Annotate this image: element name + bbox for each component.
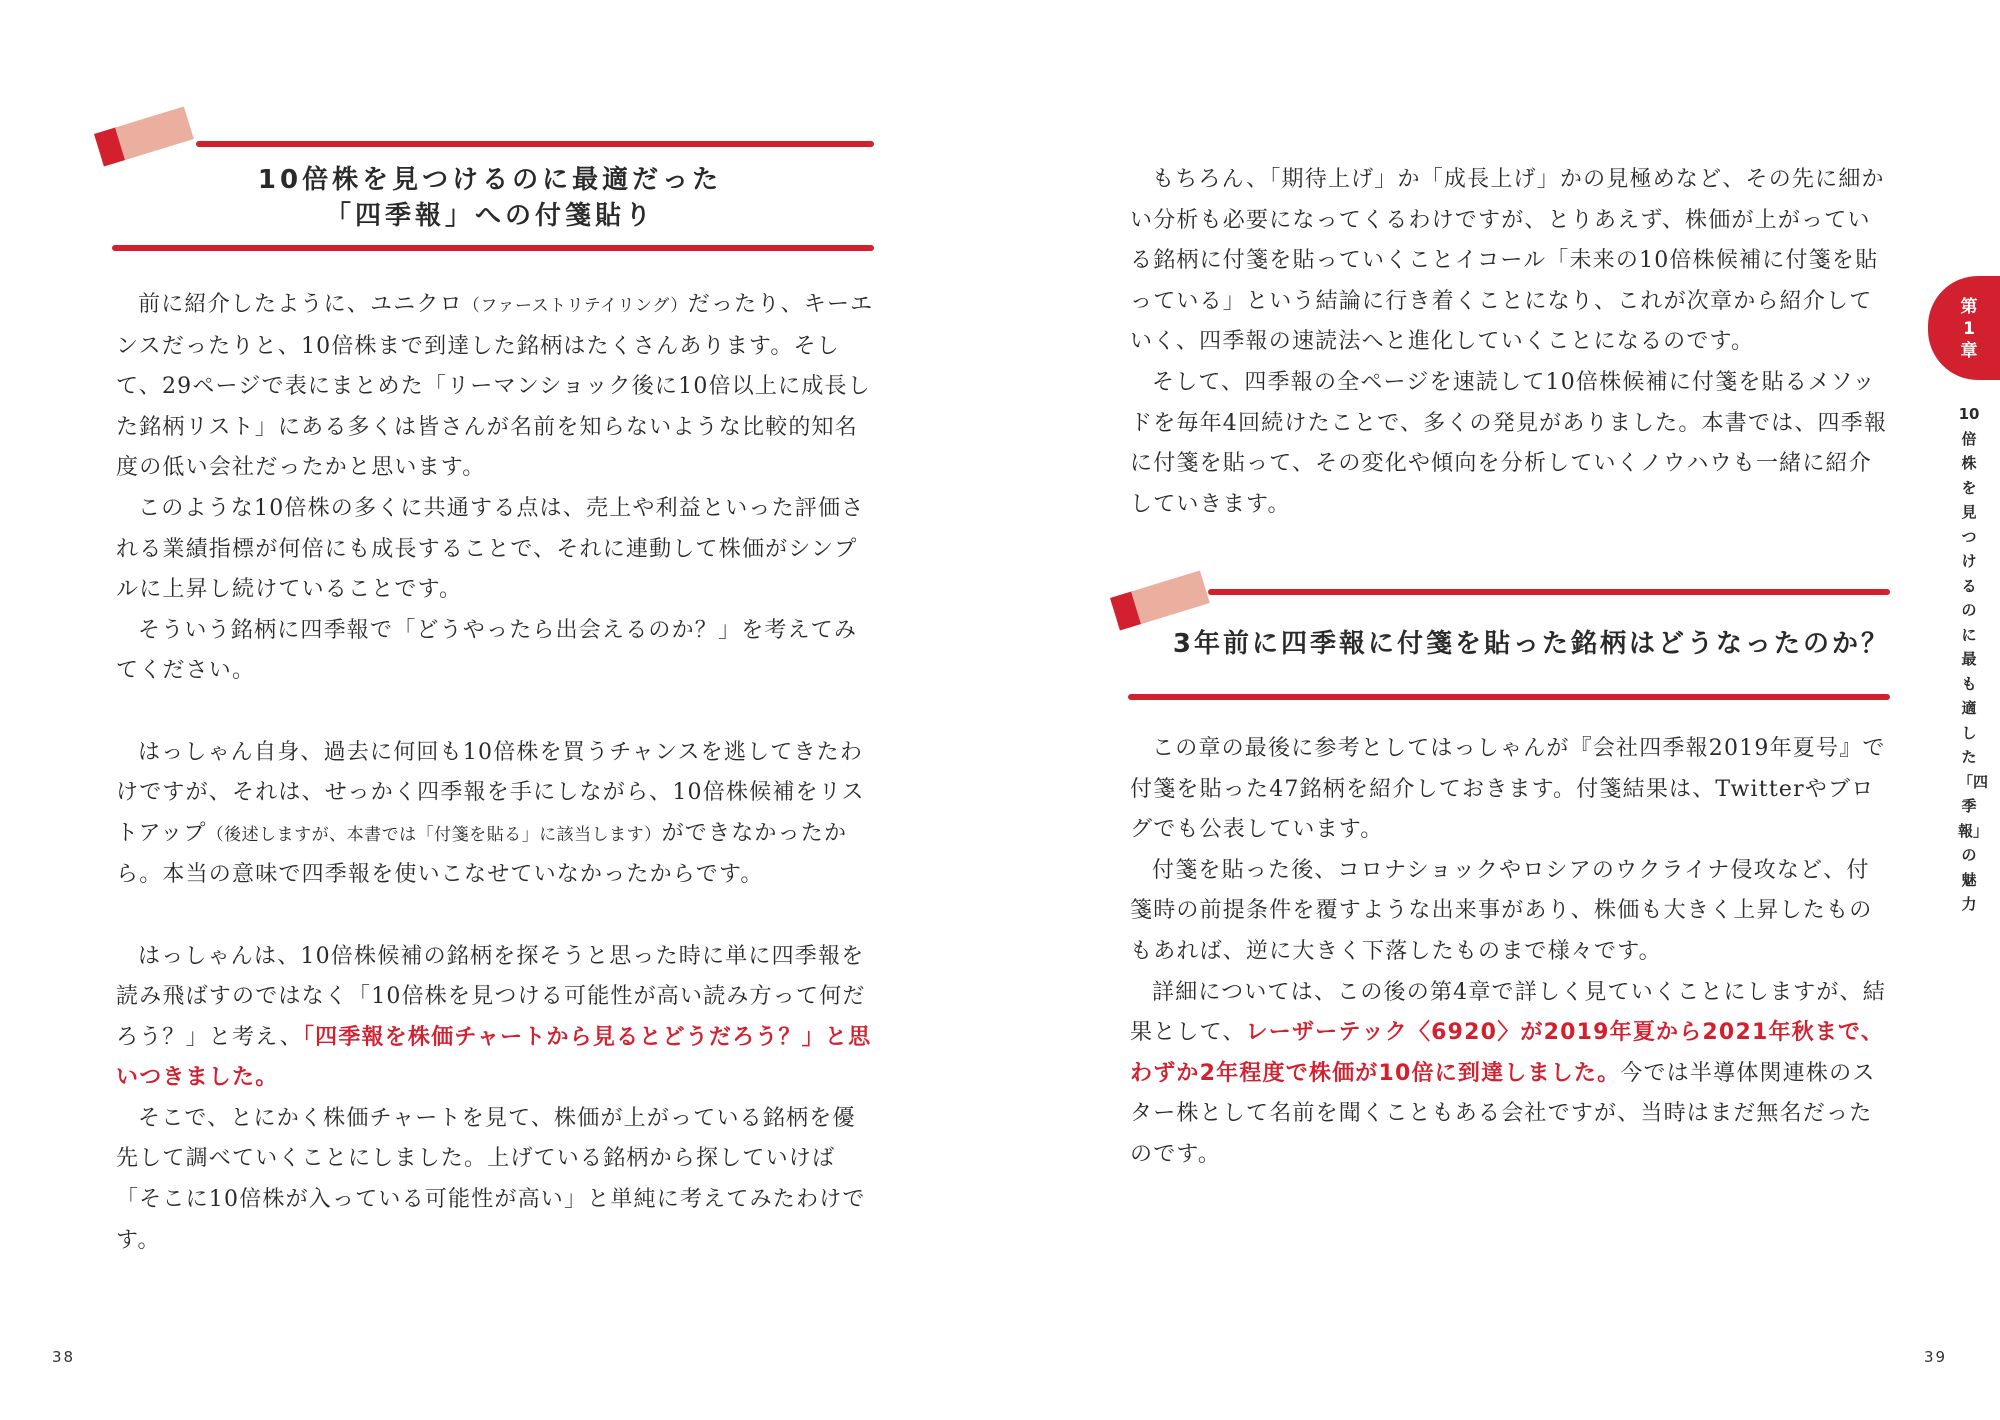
right-body-text-bottom	[1130, 729, 1890, 1176]
heading-top-rule	[196, 141, 874, 147]
paragraph: そういう銘柄に四季報で「どうやったら出会えるのか？」を考えてみてください。	[116, 617, 858, 684]
annotation-note: （後述しますが、本書では「付箋を貼る」に該当します）	[206, 824, 662, 845]
left-body-text	[116, 285, 876, 1261]
heading-top-rule	[1208, 589, 1890, 595]
page-number-right: 39	[1924, 1348, 1948, 1366]
sticky-note-tape-icon	[1110, 570, 1212, 631]
highlight-text: レーザーテック〈6920〉が2019年夏から2021年秋まで、わずか2年程度で株価が10倍に到達しました。	[1130, 1020, 1885, 1086]
paragraph: もちろん、「期待上げ」か「成長上げ」かの見極めなど、その先に細かい分析も必要になってくるわけですが、とりあえず、株価が上がっている銘柄に付箋を貼っていくことイコール「未来の10倍株候補に付箋を貼っている」という結論に行き着くことになり、これが次章から紹介していく、四季報の速読法へと進化していくことになるのです。	[1130, 167, 1885, 355]
chapter-tab-label-bottom: 章	[1960, 341, 1978, 361]
chapter-side-title: 10倍株を見つけるのに最も適した「四季報」の魅力	[1958, 405, 1989, 913]
highlight-text: 「四季報を株価チャートから見るとどうだろう？」と思いつきました。	[116, 1024, 872, 1091]
section-title-line-2: 「四季報」への付箋貼り	[324, 201, 655, 231]
paragraph: そして、四季報の全ページを速読して10倍株候補に付箋を貼るメソッドを毎年4回続けたことで、多くの発見がありました。本書では、四季報に付箋を貼って、その変化や傾向を分析していくノウハウも一緒に紹介していきます。	[1130, 369, 1888, 517]
annotation-note: （ファーストリテイリング）	[462, 296, 688, 316]
chapter-number: 1	[1963, 319, 1975, 339]
right-body-text-top	[1130, 160, 1890, 525]
heading-bottom-rule	[112, 245, 874, 251]
section-title: 3年前に四季報に付箋を貼った銘柄はどうなったのか？	[1172, 629, 1890, 659]
paragraph: はっしゃんは、10倍株候補の銘柄を探そうと思った時に単に四季報を読み飛ばすのではなく「10倍株を見つける可能性が高い読み方って何だろう？」と考え、「四季報を株価チャートから見るとどうだろう？」と思いつきました。	[116, 943, 872, 1091]
right-page	[1000, 0, 2000, 1420]
sticky-note-tape-icon	[94, 106, 196, 167]
paragraph: 詳細については、この後の第4章で詳しく見ていくことにしますが、結果として、レーザーテック〈6920〉が2019年夏から2021年秋まで、わずか2年程度で株価が10倍に到達しました。今では半導体関連株のスター株として名前を聞くこともある会社ですが、当時はまだ無名だったのです。	[1130, 979, 1886, 1167]
heading-bottom-rule	[1128, 694, 1890, 700]
paragraph: 前に紹介したように、ユニクロ（ファーストリテイリング）だったり、キーエンスだったりと、10倍株まで到達した銘柄はたくさんあります。そして、29ページで表にまとめた「リーマンショック後に10倍以上に成長した銘柄リスト」にある多くは皆さんが名前を知らないような比較的知名度の低い会社だったかと思います。	[116, 292, 874, 481]
chapter-tab-label-top: 第	[1960, 297, 1978, 317]
paragraph: このような10倍株の多くに共通する点は、売上や利益といった評価される業績指標が何倍にも成長することで、それに連動して株価がシンプルに上昇し続けていることです。	[116, 495, 865, 603]
page-number-left: 38	[52, 1348, 76, 1366]
paragraph: はっしゃん自身、過去に何回も10倍株を買うチャンスを逃してきたわけですが、それは、せっかく四季報を手にしながら、10倍株候補をリストアップ（後述しますが、本書では「付箋を貼る」に該当します）ができなかったから。本当の意味で四季報を使いこなせていなかったからです。	[116, 739, 865, 888]
paragraph: そこで、とにかく株価チャートを見て、株価が上がっている銘柄を優先して調べていくことにしました。上げている銘柄から探していけば「そこに10倍株が入っている可能性が高い」と単純に考えてみたわけです。	[116, 1105, 866, 1253]
paragraph: 付箋を貼った後、コロナショックやロシアのウクライナ侵攻など、付箋時の前提条件を覆すような出来事があり、株価も大きく上昇したものもあれば、逆に大きく下落したものまで様々です。	[1130, 857, 1873, 964]
section-title-line-1: 10倍株を見つけるのに最適だった	[257, 165, 723, 195]
paragraph: この章の最後に参考としてはっしゃんが『会社四季報2019年夏号』で付箋を貼った47銘柄を紹介しておきます。付箋結果は、Twitterやブログでも公表しています。	[1130, 736, 1886, 843]
